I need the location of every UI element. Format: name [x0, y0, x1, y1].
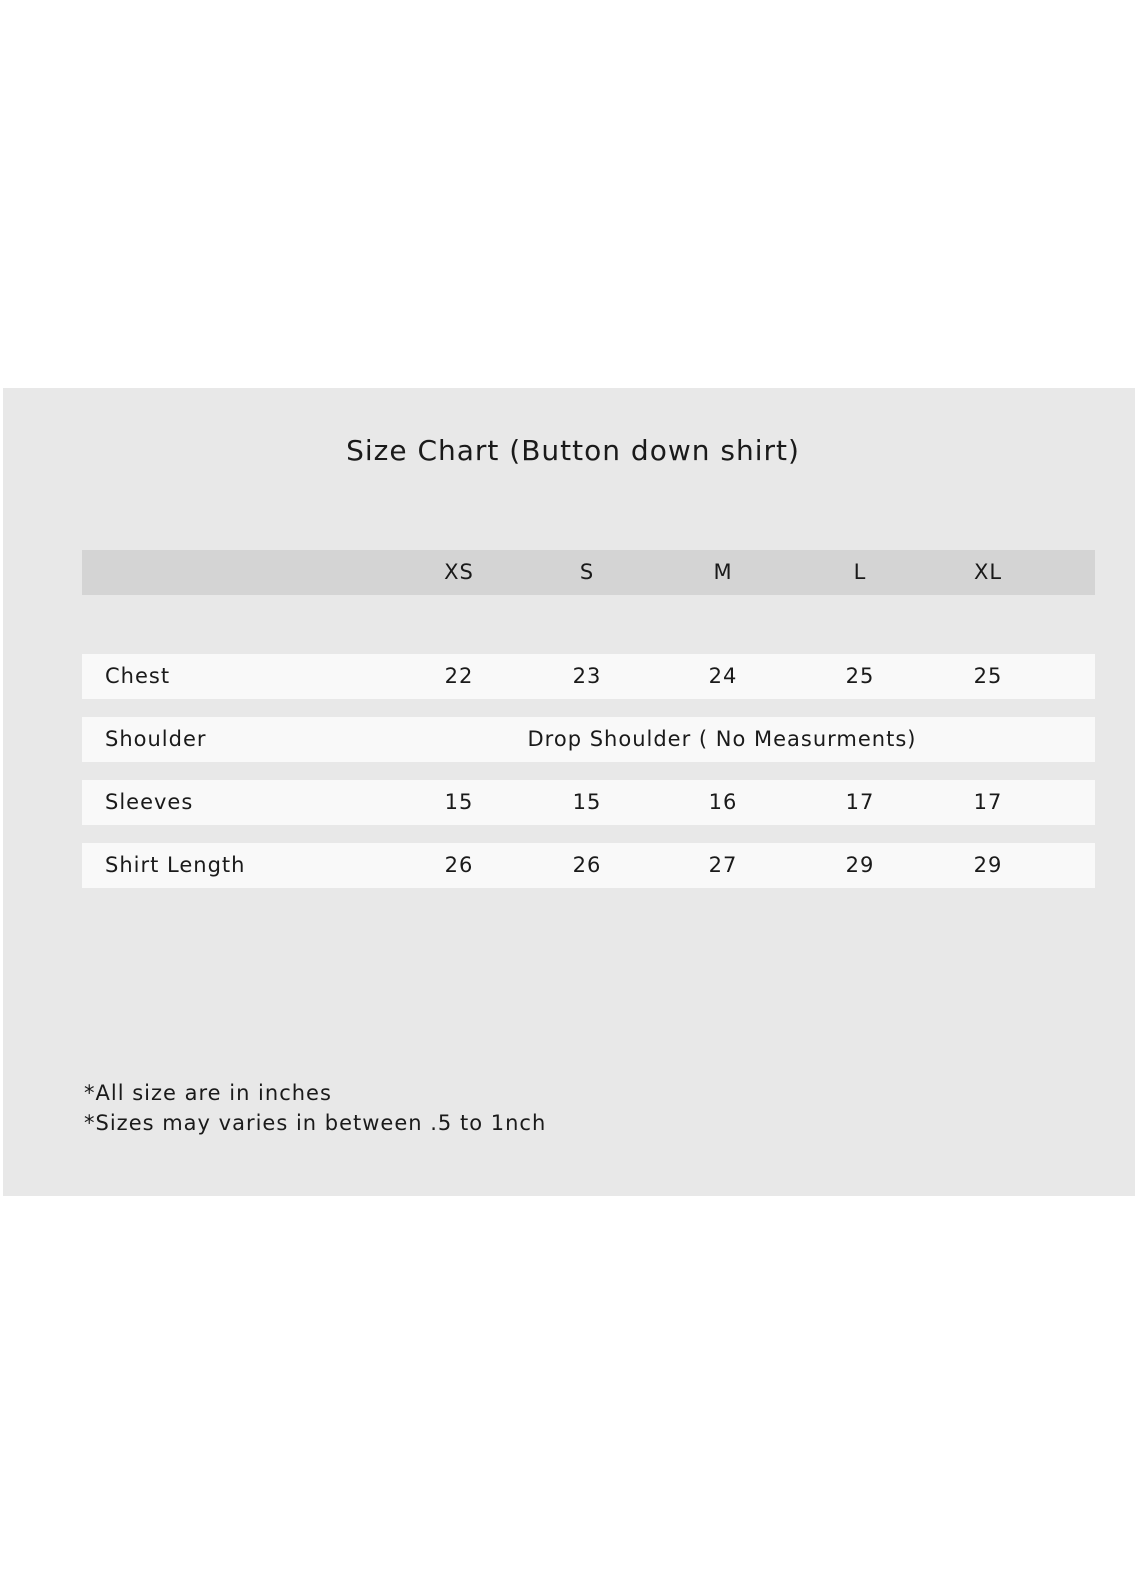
size-chart-panel — [3, 388, 1135, 1196]
table-cell: 17 — [845, 790, 875, 814]
header-cell-m: M — [713, 560, 733, 584]
table-cell: 24 — [708, 664, 738, 688]
header-cell-xs: XS — [444, 560, 474, 584]
row-label: Shirt Length — [105, 853, 246, 877]
table-cell: 25 — [845, 664, 875, 688]
table-cell: 22 — [444, 664, 474, 688]
row-label: Shoulder — [105, 727, 207, 751]
header-cell-s: S — [579, 560, 595, 584]
table-cell: 26 — [444, 853, 474, 877]
table-cell: 29 — [973, 853, 1003, 877]
table-cell: 15 — [444, 790, 474, 814]
table-cell: 15 — [572, 790, 602, 814]
table-cell: 16 — [708, 790, 738, 814]
table-cell: 25 — [973, 664, 1003, 688]
footnote-variance: *Sizes may varies in between .5 to 1nch — [84, 1111, 547, 1135]
table-cell: 29 — [845, 853, 875, 877]
table-cell: 26 — [572, 853, 602, 877]
table-cell: 17 — [973, 790, 1003, 814]
table-header-row — [82, 550, 1095, 595]
table-row-shoulder — [82, 717, 1095, 762]
header-cell-l: L — [853, 560, 867, 584]
shoulder-note-cell: Drop Shoulder ( No Measurments) — [527, 727, 917, 751]
row-label: Chest — [105, 664, 171, 688]
footnotes — [84, 1078, 546, 1138]
footnote-units: *All size are in inches — [84, 1081, 332, 1105]
table-row-chest — [82, 654, 1095, 699]
chart-title: Size Chart (Button down shirt) — [346, 434, 800, 467]
row-label: Sleeves — [105, 790, 194, 814]
table-row-shirt-length — [82, 843, 1095, 888]
table-row-sleeves — [82, 780, 1095, 825]
table-cell: 23 — [572, 664, 602, 688]
header-cell-xl: XL — [973, 560, 1003, 584]
table-cell: 27 — [708, 853, 738, 877]
